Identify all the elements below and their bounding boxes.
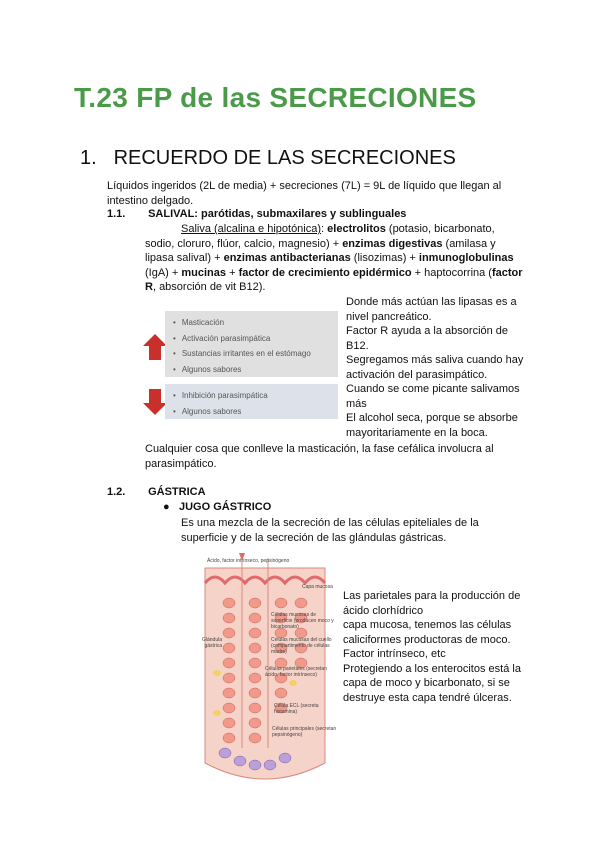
note-line: B12.	[346, 339, 369, 352]
decrease-factors-box	[165, 384, 338, 419]
section-heading	[80, 147, 456, 170]
saliva-definition: Saliva (alcalina e hipotónica)	[181, 223, 322, 235]
decrease-item: • Inhibición parasimpática	[173, 388, 338, 404]
saliva-text: lipasa salival) +	[145, 252, 224, 264]
increase-item: • Activación parasimpática	[173, 331, 338, 347]
note-line: Segregamos más saliva cuando hay	[346, 354, 524, 366]
section-number: 1.	[80, 147, 97, 169]
saliva-colon: :	[321, 223, 328, 235]
note-line: Protegiendo a los enterocitos está la	[343, 662, 521, 675]
saliva-text: +	[226, 266, 239, 279]
saliva-text: (potasio, bicarbonato,	[385, 223, 495, 235]
figure-label: Capa mucosa	[302, 584, 333, 590]
saliva-text: + haptocorrina (	[411, 266, 492, 279]
saliva-text: sodio, cloruro, flúor, calcio, magnesio) +	[145, 237, 343, 250]
note-line: capa mucosa, tenemos las células	[343, 619, 512, 631]
note-line: Factor R ayuda a la absorción de	[346, 325, 509, 337]
electrolitos-term: electrolitos	[327, 223, 386, 235]
saliva-line-5	[145, 280, 505, 295]
intro-paragraph	[107, 179, 501, 208]
saliva-text: (lisozimas) +	[350, 252, 419, 264]
subsection-salival-heading	[107, 208, 406, 220]
bullet-label: JUGO GÁSTRICO	[179, 501, 272, 513]
subsection-number: 1.2.	[107, 486, 126, 498]
saliva-text: (amilasa y	[442, 237, 496, 250]
note-line: Factor intrínseco, etc	[343, 648, 446, 660]
conclusion-line: Cualquier cosa que conlleve la masticación, la fase cefálica involucra al	[145, 443, 494, 455]
subsection-number: 1.1.	[107, 208, 126, 220]
factor-r-term: R	[145, 281, 153, 293]
salival-conclusion	[145, 442, 494, 471]
subsection-title: GÁSTRICA	[148, 486, 206, 498]
description-line: Es una mezcla de la secreción de las células epiteliales de la	[181, 517, 479, 529]
subsection-title: SALIVAL: parótidas, submaxilares y sublinguales	[148, 208, 407, 220]
figure-label: Células parietales (secretan ácido, factor intrínseco)	[265, 666, 327, 678]
jugo-gastrico-bullet	[163, 501, 271, 513]
figure-label: Célula ECL (secreta histamina)	[274, 703, 319, 715]
enzimas-antibacterianas-term: enzimas antibacterianas	[223, 252, 351, 264]
intro-line-1: Líquidos ingeridos (2L de media) + secreciones (7L) = 9L de líquido que llegan al	[107, 180, 502, 192]
note-line: Donde más actúan las lipasas es a	[346, 296, 517, 308]
saliva-text: , absorción de vit B12).	[152, 281, 266, 293]
note-line: El alcohol seca, porque se absorbe	[346, 412, 518, 424]
gastrica-notes	[343, 589, 553, 705]
decrease-item: • Algunos sabores	[173, 404, 338, 420]
enzimas-digestivas-term: enzimas digestivas	[342, 237, 443, 250]
bullet-dot-icon: ●	[163, 501, 170, 513]
note-line: capa de moco y bicarbonato, si se	[343, 677, 510, 689]
mucinas-term: mucinas	[181, 266, 227, 279]
salival-notes	[346, 295, 546, 440]
factor-crecimiento-term: factor de crecimiento epidérmico	[238, 266, 412, 279]
note-line: activación del parasimpático.	[346, 368, 488, 381]
inmunoglobulinas-term: inmunoglobulinas	[418, 252, 514, 264]
figure-label: Células principales (secretan pepsinógeno)	[272, 726, 337, 738]
subsection-gastrica-heading	[107, 486, 206, 498]
figure-label: Células mucosas de superficie (producen moco y bicarbonato)	[271, 612, 334, 630]
increase-item: • Sustancias irritantes en el estómago	[173, 346, 338, 362]
description-line: superficie y de la secreción de las glándulas gástricas.	[181, 531, 447, 544]
intro-line-2: intestino delgado.	[107, 194, 194, 207]
saliva-line-2	[145, 237, 505, 252]
note-line: destruye esta capa tendré úlceras.	[343, 691, 512, 704]
saliva-line-3	[145, 251, 514, 266]
note-line: nivel pancreático.	[346, 310, 432, 323]
section-title: RECUERDO DE LAS SECRECIONES	[113, 147, 456, 169]
figure-label: Ácido, factor intrínseco, pepsinógeno	[207, 558, 290, 564]
figure-label: Glándula gástrica	[201, 637, 222, 649]
saliva-text: (IgA) +	[145, 266, 182, 279]
increase-factors-box	[165, 311, 338, 377]
figure-label: Células mucosas del cuello (compartimento de células madre)	[271, 637, 332, 655]
saliva-paragraph	[145, 222, 523, 295]
note-line: mayoritariamente en la boca.	[346, 426, 488, 439]
increase-item: • Masticación	[173, 315, 338, 331]
note-line: Cuando se come picante salivamos	[346, 383, 520, 395]
saliva-line-4	[145, 266, 523, 281]
note-line: caliciformes productoras de moco.	[343, 633, 511, 646]
document-title: T.23 FP de las SECRECIONES	[74, 82, 477, 113]
saliva-line-1	[145, 222, 505, 237]
note-line: Las parietales para la producción de	[343, 590, 521, 602]
factor-term: factor	[491, 266, 523, 279]
note-line: más	[346, 397, 367, 410]
increase-item: • Algunos sabores	[173, 362, 338, 378]
jugo-gastrico-description	[181, 516, 479, 545]
note-line: ácido clorhídrico	[343, 604, 424, 617]
conclusion-line: parasimpático.	[145, 457, 217, 470]
